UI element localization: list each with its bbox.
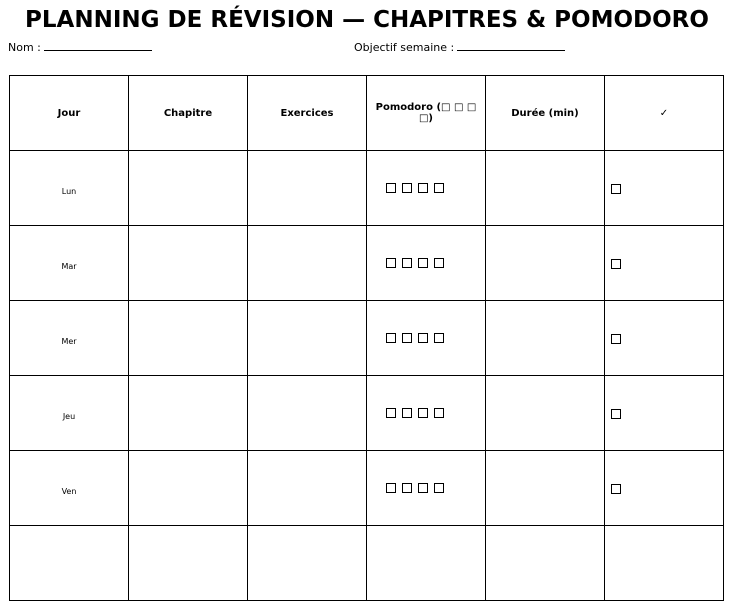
header-chapter: Chapitre [129, 76, 248, 151]
done-checkbox[interactable] [611, 184, 621, 194]
name-field [8, 40, 152, 55]
duration-cell[interactable] [486, 151, 605, 226]
check-cell [605, 301, 724, 376]
header-row [10, 76, 724, 151]
day-label: Mar [61, 261, 77, 271]
chapter-cell[interactable] [129, 451, 248, 526]
pomodoro-cell [367, 226, 486, 301]
pomodoro-checkbox[interactable] [434, 333, 444, 343]
revision-table [9, 75, 724, 601]
pomodoro-checkbox[interactable] [418, 183, 428, 193]
pomodoro-checkbox[interactable] [402, 183, 412, 193]
header-exercises: Exercices [248, 76, 367, 151]
chapter-cell[interactable] [129, 151, 248, 226]
exercises-cell[interactable] [248, 526, 367, 601]
pomodoro-checkbox[interactable] [402, 483, 412, 493]
pomodoro-checkbox[interactable] [418, 333, 428, 343]
pomodoro-checkbox[interactable] [402, 408, 412, 418]
header-pomodoro: Pomodoro (□ □ □ □) [367, 76, 486, 151]
duration-cell[interactable] [486, 526, 605, 601]
day-cell [10, 226, 129, 301]
exercises-cell[interactable] [248, 451, 367, 526]
check-cell [605, 376, 724, 451]
goal-label: Objectif semaine : [354, 41, 455, 54]
pomodoro-checkbox[interactable] [386, 408, 396, 418]
pomodoro-boxes [367, 183, 485, 193]
exercises-cell[interactable] [248, 301, 367, 376]
pomodoro-checkbox[interactable] [402, 258, 412, 268]
table-row [10, 451, 724, 526]
duration-cell[interactable] [486, 376, 605, 451]
day-cell [10, 376, 129, 451]
pomodoro-checkbox[interactable] [434, 183, 444, 193]
day-cell [10, 526, 129, 601]
pomodoro-cell [367, 451, 486, 526]
check-cell [605, 151, 724, 226]
pomodoro-checkbox[interactable] [386, 258, 396, 268]
chapter-cell[interactable] [129, 376, 248, 451]
done-checkbox[interactable] [611, 409, 621, 419]
chapter-cell[interactable] [129, 226, 248, 301]
pomodoro-boxes [367, 408, 485, 418]
table-row [10, 376, 724, 451]
check-cell [605, 451, 724, 526]
exercises-cell[interactable] [248, 376, 367, 451]
pomodoro-checkbox[interactable] [418, 483, 428, 493]
day-label: Jeu [62, 411, 76, 421]
check-cell [605, 226, 724, 301]
goal-blank-line[interactable] [457, 40, 565, 51]
name-label: Nom : [8, 41, 41, 54]
pomodoro-checkbox[interactable] [402, 333, 412, 343]
day-cell [10, 451, 129, 526]
day-label: Lun [61, 186, 77, 196]
pomodoro-cell [367, 151, 486, 226]
table-row [10, 301, 724, 376]
pomodoro-checkbox[interactable] [386, 483, 396, 493]
chapter-cell[interactable] [129, 301, 248, 376]
done-checkbox[interactable] [611, 334, 621, 344]
exercises-cell[interactable] [248, 151, 367, 226]
pomodoro-checkbox[interactable] [386, 333, 396, 343]
check-cell [605, 526, 724, 601]
table-row [10, 151, 724, 226]
table-row [10, 526, 724, 601]
pomodoro-checkbox[interactable] [418, 408, 428, 418]
chapter-cell[interactable] [129, 526, 248, 601]
day-cell [10, 301, 129, 376]
exercises-cell[interactable] [248, 226, 367, 301]
pomodoro-checkbox[interactable] [434, 483, 444, 493]
header-day: Jour [10, 76, 129, 151]
page-title: PLANNING DE RÉVISION — CHAPITRES & POMODORO [25, 7, 709, 33]
pomodoro-cell [367, 376, 486, 451]
duration-cell[interactable] [486, 226, 605, 301]
name-blank-line[interactable] [44, 40, 152, 51]
day-label: Ven [61, 486, 77, 496]
goal-field [354, 40, 565, 55]
pomodoro-boxes [367, 483, 485, 493]
pomodoro-checkbox[interactable] [434, 408, 444, 418]
duration-cell[interactable] [486, 301, 605, 376]
pomodoro-boxes [367, 258, 485, 268]
pomodoro-checkbox[interactable] [386, 183, 396, 193]
pomodoro-cell [367, 526, 486, 601]
header-duration: Durée (min) [486, 76, 605, 151]
pomodoro-cell [367, 301, 486, 376]
pomodoro-checkbox[interactable] [434, 258, 444, 268]
pomodoro-boxes [367, 333, 485, 343]
day-label: Mer [61, 336, 77, 346]
day-cell [10, 151, 129, 226]
pomodoro-checkbox[interactable] [418, 258, 428, 268]
done-checkbox[interactable] [611, 259, 621, 269]
done-checkbox[interactable] [611, 484, 621, 494]
duration-cell[interactable] [486, 451, 605, 526]
table-row [10, 226, 724, 301]
header-check: ✓ [605, 76, 724, 151]
